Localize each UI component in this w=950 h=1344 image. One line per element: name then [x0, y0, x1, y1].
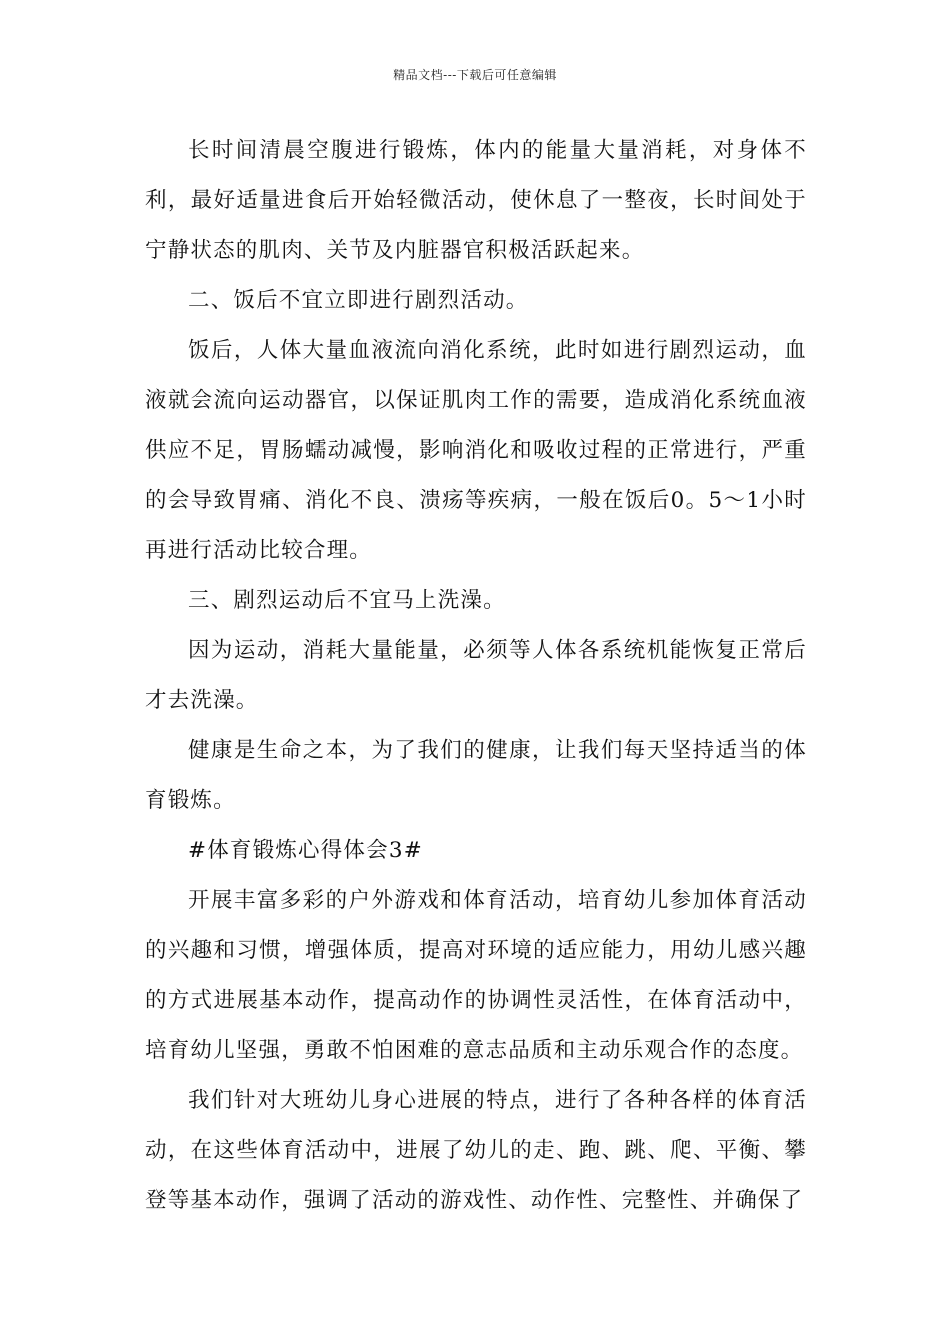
paragraph: 健康是生命之本，为了我们的健康，让我们每天坚持适当的体育锻炼。: [145, 738, 807, 813]
section-heading: 二、饭后不宜立即进行剧烈活动。: [188, 288, 529, 313]
document-body: [145, 126, 807, 1226]
page-header: 精品文档---下载后可任意编辑: [393, 68, 557, 82]
paragraph: 开展丰富多彩的户外游戏和体育活动，培育幼儿参加体育活动的兴趣和习惯，增强体质，提高对环境的适应能力，用幼儿感兴趣的方式进展基本动作，提高动作的协调性灵活性，在体育活动中，培育幼儿坚强，勇敢不怕困难的意志品质和主动乐观合作的态度。: [145, 888, 807, 1063]
section-heading: 三、剧烈运动后不宜马上洗澡。: [188, 588, 506, 613]
paragraph: 因为运动，消耗大量能量，必须等人体各系统机能恢复正常后才去洗澡。: [145, 638, 807, 713]
section-title: #体育锻炼心得体会3#: [188, 838, 423, 863]
paragraph: 长时间清晨空腹进行锻炼，体内的能量大量消耗，对身体不利，最好适量进食后开始轻微活动，使休息了一整夜，长时间处于宁静状态的肌肉、关节及内脏器官积极活跃起来。: [145, 138, 807, 263]
paragraph: 饭后，人体大量血液流向消化系统，此时如进行剧烈运动，血液就会流向运动器官，以保证肌肉工作的需要，造成消化系统血液供应不足，胃肠蠕动减慢，影响消化和吸收过程的正常进行，严重的会导致胃痛、消化不良、溃疡等疾病，一般在饭后0。5～1小时再进行活动比较合理。: [145, 338, 807, 563]
paragraph: 我们针对大班幼儿身心进展的特点，进行了各种各样的体育活动，在这些体育活动中，进展了幼儿的走、跑、跳、爬、平衡、攀登等基本动作，强调了活动的游戏性、动作性、完整性、并确保了: [145, 1088, 807, 1213]
